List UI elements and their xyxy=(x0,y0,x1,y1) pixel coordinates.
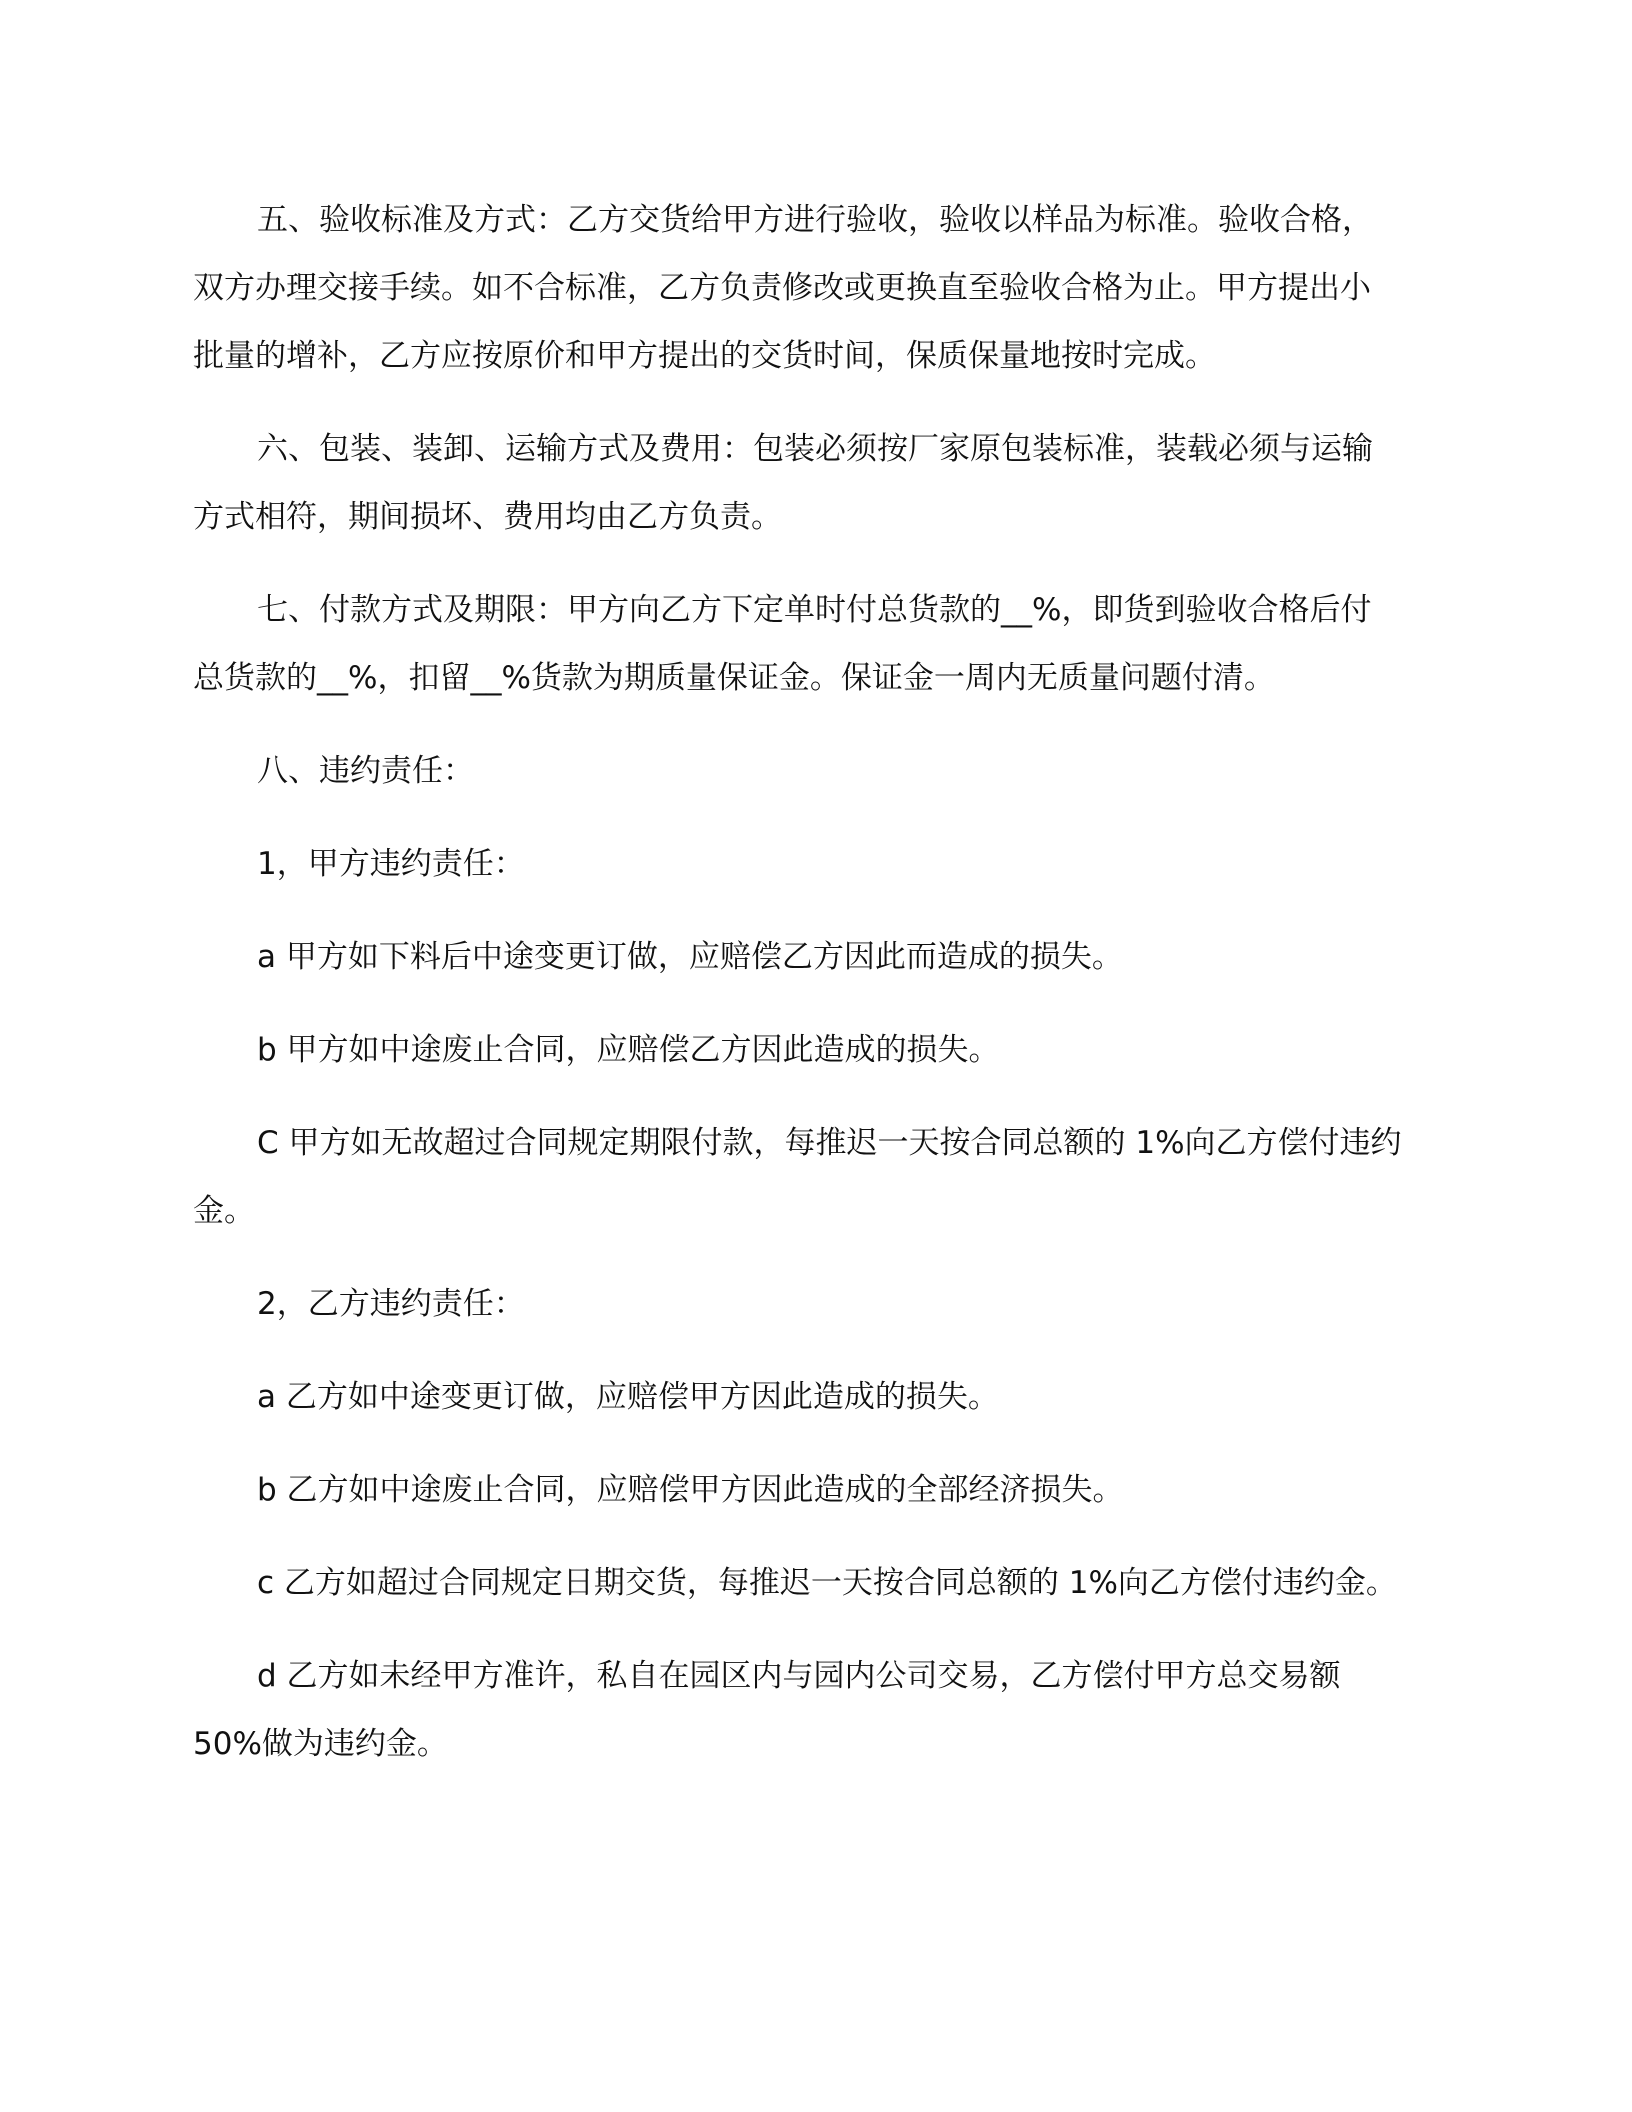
party-a-liability-heading: 1，甲方违约责任： xyxy=(257,846,525,882)
text-line: C 甲方如无故超过合同规定期限付款，每推迟一天按合同总额的 1%向乙方偿付违约 xyxy=(257,1125,1402,1161)
party-a-item-a: a 甲方如下料后中途变更订做，应赔偿乙方因此而造成的损失。 xyxy=(257,939,1123,975)
text-line: 金。 xyxy=(193,1193,255,1229)
text-line: 七、付款方式及期限：甲方向乙方下定单时付总货款的__%，即货到验收合格后付 xyxy=(257,592,1372,628)
text-line: 五、验收标准及方式：乙方交货给甲方进行验收，验收以样品为标准。验收合格， xyxy=(257,202,1373,238)
text-line: 六、包装、装卸、运输方式及费用：包装必须按厂家原包装标准，装载必须与运输 xyxy=(257,431,1373,467)
party-b-item-c: c 乙方如超过合同规定日期交货，每推迟一天按合同总额的 1%向乙方偿付违约金。 xyxy=(257,1565,1397,1601)
paragraph-section-7 xyxy=(193,576,1438,712)
party-b-item-b: b 乙方如中途废止合同，应赔偿甲方因此造成的全部经济损失。 xyxy=(257,1472,1124,1508)
text-line: d 乙方如未经甲方准许，私自在园区内与园内公司交易，乙方偿付甲方总交易额 xyxy=(257,1658,1341,1694)
text-line: 批量的增补，乙方应按原价和甲方提出的交货时间，保质保量地按时完成。 xyxy=(193,338,1216,374)
section-8-heading: 八、违约责任： xyxy=(257,753,474,789)
party-a-item-c xyxy=(193,1109,1438,1245)
paragraph-section-5 xyxy=(193,186,1438,390)
text-line: 双方办理交接手续。如不合标准，乙方负责修改或更换直至验收合格为止。甲方提出小 xyxy=(193,270,1371,306)
text-line: 总货款的__%，扣留__%货款为期质量保证金。保证金一周内无质量问题付清。 xyxy=(193,660,1275,696)
party-b-item-d xyxy=(193,1642,1438,1778)
party-a-item-b: b 甲方如中途废止合同，应赔偿乙方因此造成的损失。 xyxy=(257,1032,1000,1068)
document-body xyxy=(193,186,1438,1803)
paragraph-section-6 xyxy=(193,415,1438,551)
party-b-liability-heading: 2，乙方违约责任： xyxy=(257,1286,525,1322)
party-b-item-a: a 乙方如中途变更订做，应赔偿甲方因此造成的损失。 xyxy=(257,1379,999,1415)
text-line: 方式相符，期间损坏、费用均由乙方负责。 xyxy=(193,499,782,535)
text-line: 50%做为违约金。 xyxy=(193,1726,448,1762)
